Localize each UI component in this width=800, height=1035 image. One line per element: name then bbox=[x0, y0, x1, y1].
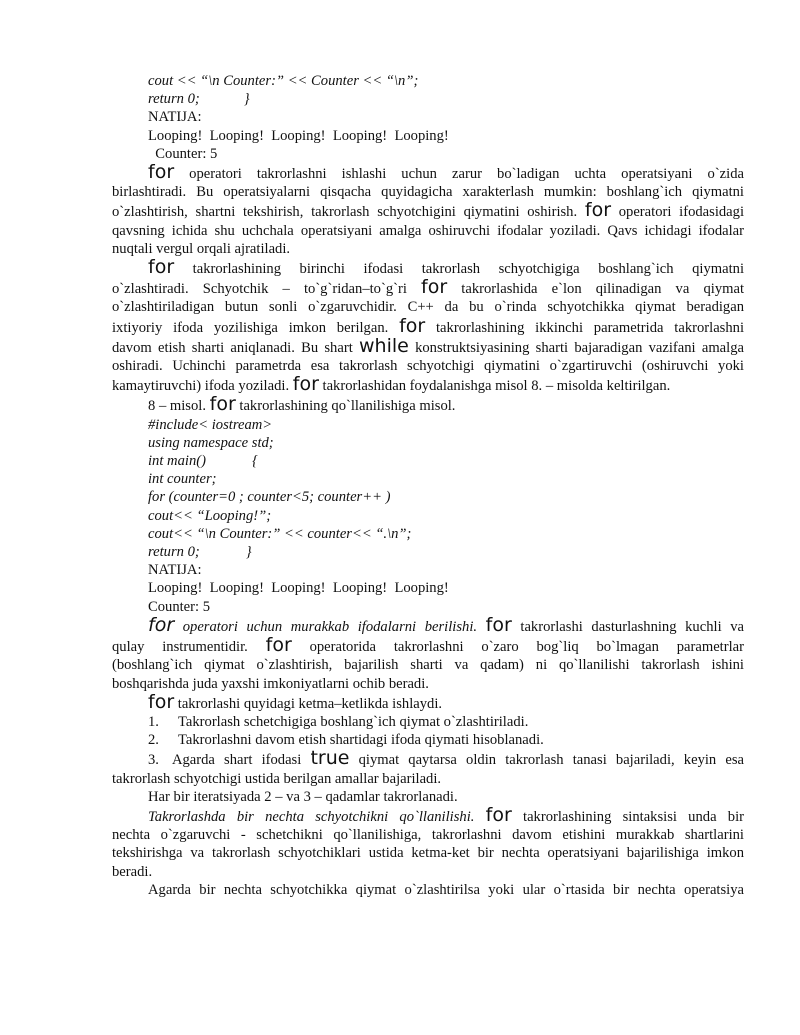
paragraph bbox=[112, 613, 745, 636]
code-line: using namespace std; bbox=[148, 434, 274, 451]
code-brace: } bbox=[243, 91, 250, 108]
code-line: for (counter=0 ; counter<5; counter++ ) bbox=[148, 489, 391, 506]
paragraph bbox=[112, 690, 744, 713]
paragraph-line bbox=[112, 863, 744, 881]
keyword: for bbox=[148, 690, 175, 713]
paragraph-line bbox=[112, 675, 744, 693]
list-number: 2. bbox=[148, 732, 159, 749]
paragraph-line bbox=[112, 278, 744, 298]
text: takrorlashining qo`llanilishiga misol. bbox=[235, 398, 456, 415]
text: qavsning ichida shu uchchala operatsiyani amalga oshiruvchi ifodalar yoziladi. Qavs ichidagi ifodalar bbox=[112, 222, 744, 239]
code-text: return 0; bbox=[148, 544, 200, 561]
result-label: NATIJA: bbox=[148, 109, 202, 126]
list-number: 1. bbox=[148, 713, 159, 730]
text: Agarda shart ifodasi bbox=[171, 752, 311, 769]
text: o`zlashtiradi. Schyotchik – to`g`ridan–to`g`ri bbox=[112, 281, 422, 298]
list-item bbox=[112, 749, 744, 769]
text: o`zlashtirish, shartni tekshirish, takrorlash schyotchigini qiymatini oshirish. bbox=[112, 204, 585, 221]
text: kamaytiruvchi) ifoda yoziladi. bbox=[112, 378, 293, 395]
text: takrorlashining birinchi ifodasi takrorlash schyotchigiga boshlang`ich qiymatni bbox=[174, 261, 744, 278]
text: takrorlashining sintaksisi unda bir bbox=[511, 808, 744, 825]
code-line: cout<< “\n Counter:” << counter<< “.\n”; bbox=[148, 525, 412, 542]
list-item bbox=[112, 713, 744, 731]
code-line: #include< iostream> bbox=[148, 416, 273, 433]
result-counter: Counter: 5 bbox=[148, 145, 218, 162]
paragraph-line bbox=[112, 656, 744, 674]
keyword: for bbox=[265, 634, 292, 657]
text: qulay instrumentidir. bbox=[112, 639, 266, 656]
keyword: true bbox=[310, 747, 350, 770]
text bbox=[474, 809, 485, 825]
paragraph bbox=[112, 258, 744, 278]
keyword: for bbox=[292, 373, 319, 396]
paragraph-line bbox=[112, 222, 744, 240]
paragraph-line bbox=[112, 298, 744, 316]
text: takrorlashidan foydalanishga misol 8. – misolda keltirilgan. bbox=[318, 378, 671, 395]
code-line: int counter; bbox=[148, 471, 217, 488]
keyword: for bbox=[421, 276, 448, 299]
text: nuqtali vergul orqali ajratiladi. bbox=[112, 240, 291, 257]
keyword: for bbox=[148, 161, 175, 184]
text: Agarda bir nechta schyotchikka qiymat o`zlashtirilsa yoki ular o`rtasida bir nechta operatsiya bbox=[148, 881, 744, 898]
document-page bbox=[112, 72, 744, 899]
keyword: for bbox=[584, 199, 611, 222]
example-title bbox=[112, 395, 744, 415]
list-item bbox=[112, 731, 744, 749]
code-return: return 0; bbox=[148, 91, 200, 108]
text: tekshirishga va takrorlash schyotchiklari ustida ketma-ket bir nechta operatsiyani bajarilishiga imkon bbox=[112, 845, 744, 862]
text: (boshlang`ich qiymat o`zlashtirish, bajarilish sharti va qadam) ni qo`llanilishi takrorlash ishini bbox=[112, 657, 744, 674]
text: Har bir iteratsiyada 2 – va 3 – qadamlar takrorlanadi. bbox=[148, 788, 458, 805]
text: konstruktsiyasining sharti bajaradigan vazifani amalga bbox=[408, 339, 744, 356]
text: birlashtiradi. Bu operatsiyalarni qisqacha quyidagicha xarakterlash mumkin: boshlang`ich qiymatni bbox=[112, 184, 744, 201]
paragraph-line bbox=[112, 770, 744, 788]
text: 8 – misol. bbox=[148, 398, 210, 415]
result-output: Looping! Looping! Looping! Looping! Looping! bbox=[148, 127, 449, 144]
code-line: cout << “\n Counter:” << Counter << “\n”; bbox=[148, 73, 419, 89]
text: qiymat qaytarsa oldin takrorlash tanasi bajariladi, keyin esa bbox=[349, 752, 745, 769]
text: operatori ifodasidagi bbox=[611, 204, 744, 221]
paragraph-line bbox=[112, 826, 744, 844]
paragraph-line bbox=[112, 357, 744, 375]
paragraph-line bbox=[112, 201, 744, 221]
code-line bbox=[112, 543, 744, 561]
keyword: for bbox=[485, 803, 512, 826]
paragraph-line bbox=[112, 240, 744, 258]
code-brace: { bbox=[251, 453, 258, 470]
text: ixtiyoriy ifoda yozilishiga imkon berilgan. bbox=[112, 319, 400, 336]
text: beradi. bbox=[112, 863, 153, 880]
list-number: 3. bbox=[148, 752, 159, 769]
text: operatorida takrorlashni o`zaro bog`liq bo`lmagan parametrlar bbox=[291, 639, 744, 656]
list-text: Takrorlash schetchigiga boshlang`ich qiymat o`zlashtiriladi. bbox=[178, 713, 529, 730]
text: oshiradi. Uchinchi parametrda esa takrorlash schyotchigi qiymatini o`zgartiruvchi (oshiruvchi yoki bbox=[112, 358, 744, 375]
paragraph bbox=[112, 803, 744, 826]
text: takrorlash schyotchigi ustida berilgan amallar bajariladi. bbox=[112, 770, 442, 787]
text: takrorlashi dasturlashning kuchli va bbox=[511, 618, 745, 635]
result-output: Looping! Looping! Looping! Looping! Looping! bbox=[148, 580, 449, 597]
code-line bbox=[112, 452, 744, 470]
paragraph-line bbox=[112, 636, 744, 656]
list-text: Takrorlashni davom etish shartidagi ifoda qiymati hisoblanadi. bbox=[178, 732, 544, 749]
text: boshqarishda juda yaxshi imkoniyatlarni ochib beradi. bbox=[112, 675, 429, 692]
paragraph-line bbox=[112, 844, 744, 862]
paragraph bbox=[112, 881, 744, 899]
text: o`zlashtiriladigan butun sonli o`zgaruvchidir. C++ da bu o`rinda schyotchikka qiymat beradigan bbox=[112, 299, 744, 316]
code-line bbox=[112, 90, 744, 108]
code-text: int main() bbox=[148, 453, 206, 470]
text: operatori takrorlashni ishlashi uchun zarur bo`ladigan uchta operatsiyani o`zida bbox=[174, 166, 744, 183]
paragraph-line bbox=[112, 314, 744, 337]
text: nechta o`zgaruvchi - schetchikni qo`llanilishiga, takrorlashni davom etishini murakkab shartlarini bbox=[112, 827, 744, 844]
result-label: NATIJA: bbox=[148, 562, 202, 579]
paragraph-line bbox=[112, 375, 744, 395]
text: davom etish sharti aniqlanadi. Bu shart bbox=[112, 339, 359, 356]
paragraph bbox=[112, 788, 744, 806]
paragraph-line bbox=[112, 183, 744, 201]
italic-text: Takrorlashda bir nechta schyotchikni qo`llanilishi. bbox=[148, 808, 475, 825]
keyword: for bbox=[485, 613, 512, 636]
italic-text: operatori uchun murakkab ifodalarni berilishi. bbox=[174, 618, 478, 635]
text: takrorlashida e`lon qilinadigan va qiymat bbox=[447, 281, 745, 298]
code-brace: } bbox=[245, 544, 252, 561]
keyword: for bbox=[209, 393, 236, 416]
keyword: for bbox=[399, 314, 426, 337]
text: takrorlashi quyidagi ketma–ketlikda ishlaydi. bbox=[174, 695, 443, 712]
keyword: for bbox=[148, 256, 175, 279]
paragraph-line bbox=[112, 334, 744, 357]
text: takrorlashining ikkinchi parametrida takrorlashni bbox=[425, 319, 744, 336]
code-line: cout<< “Looping!”; bbox=[148, 507, 272, 524]
paragraph bbox=[112, 163, 744, 183]
keyword: while bbox=[359, 334, 409, 357]
result-counter: Counter: 5 bbox=[148, 598, 211, 615]
text bbox=[477, 619, 486, 635]
keyword: for bbox=[148, 613, 175, 636]
